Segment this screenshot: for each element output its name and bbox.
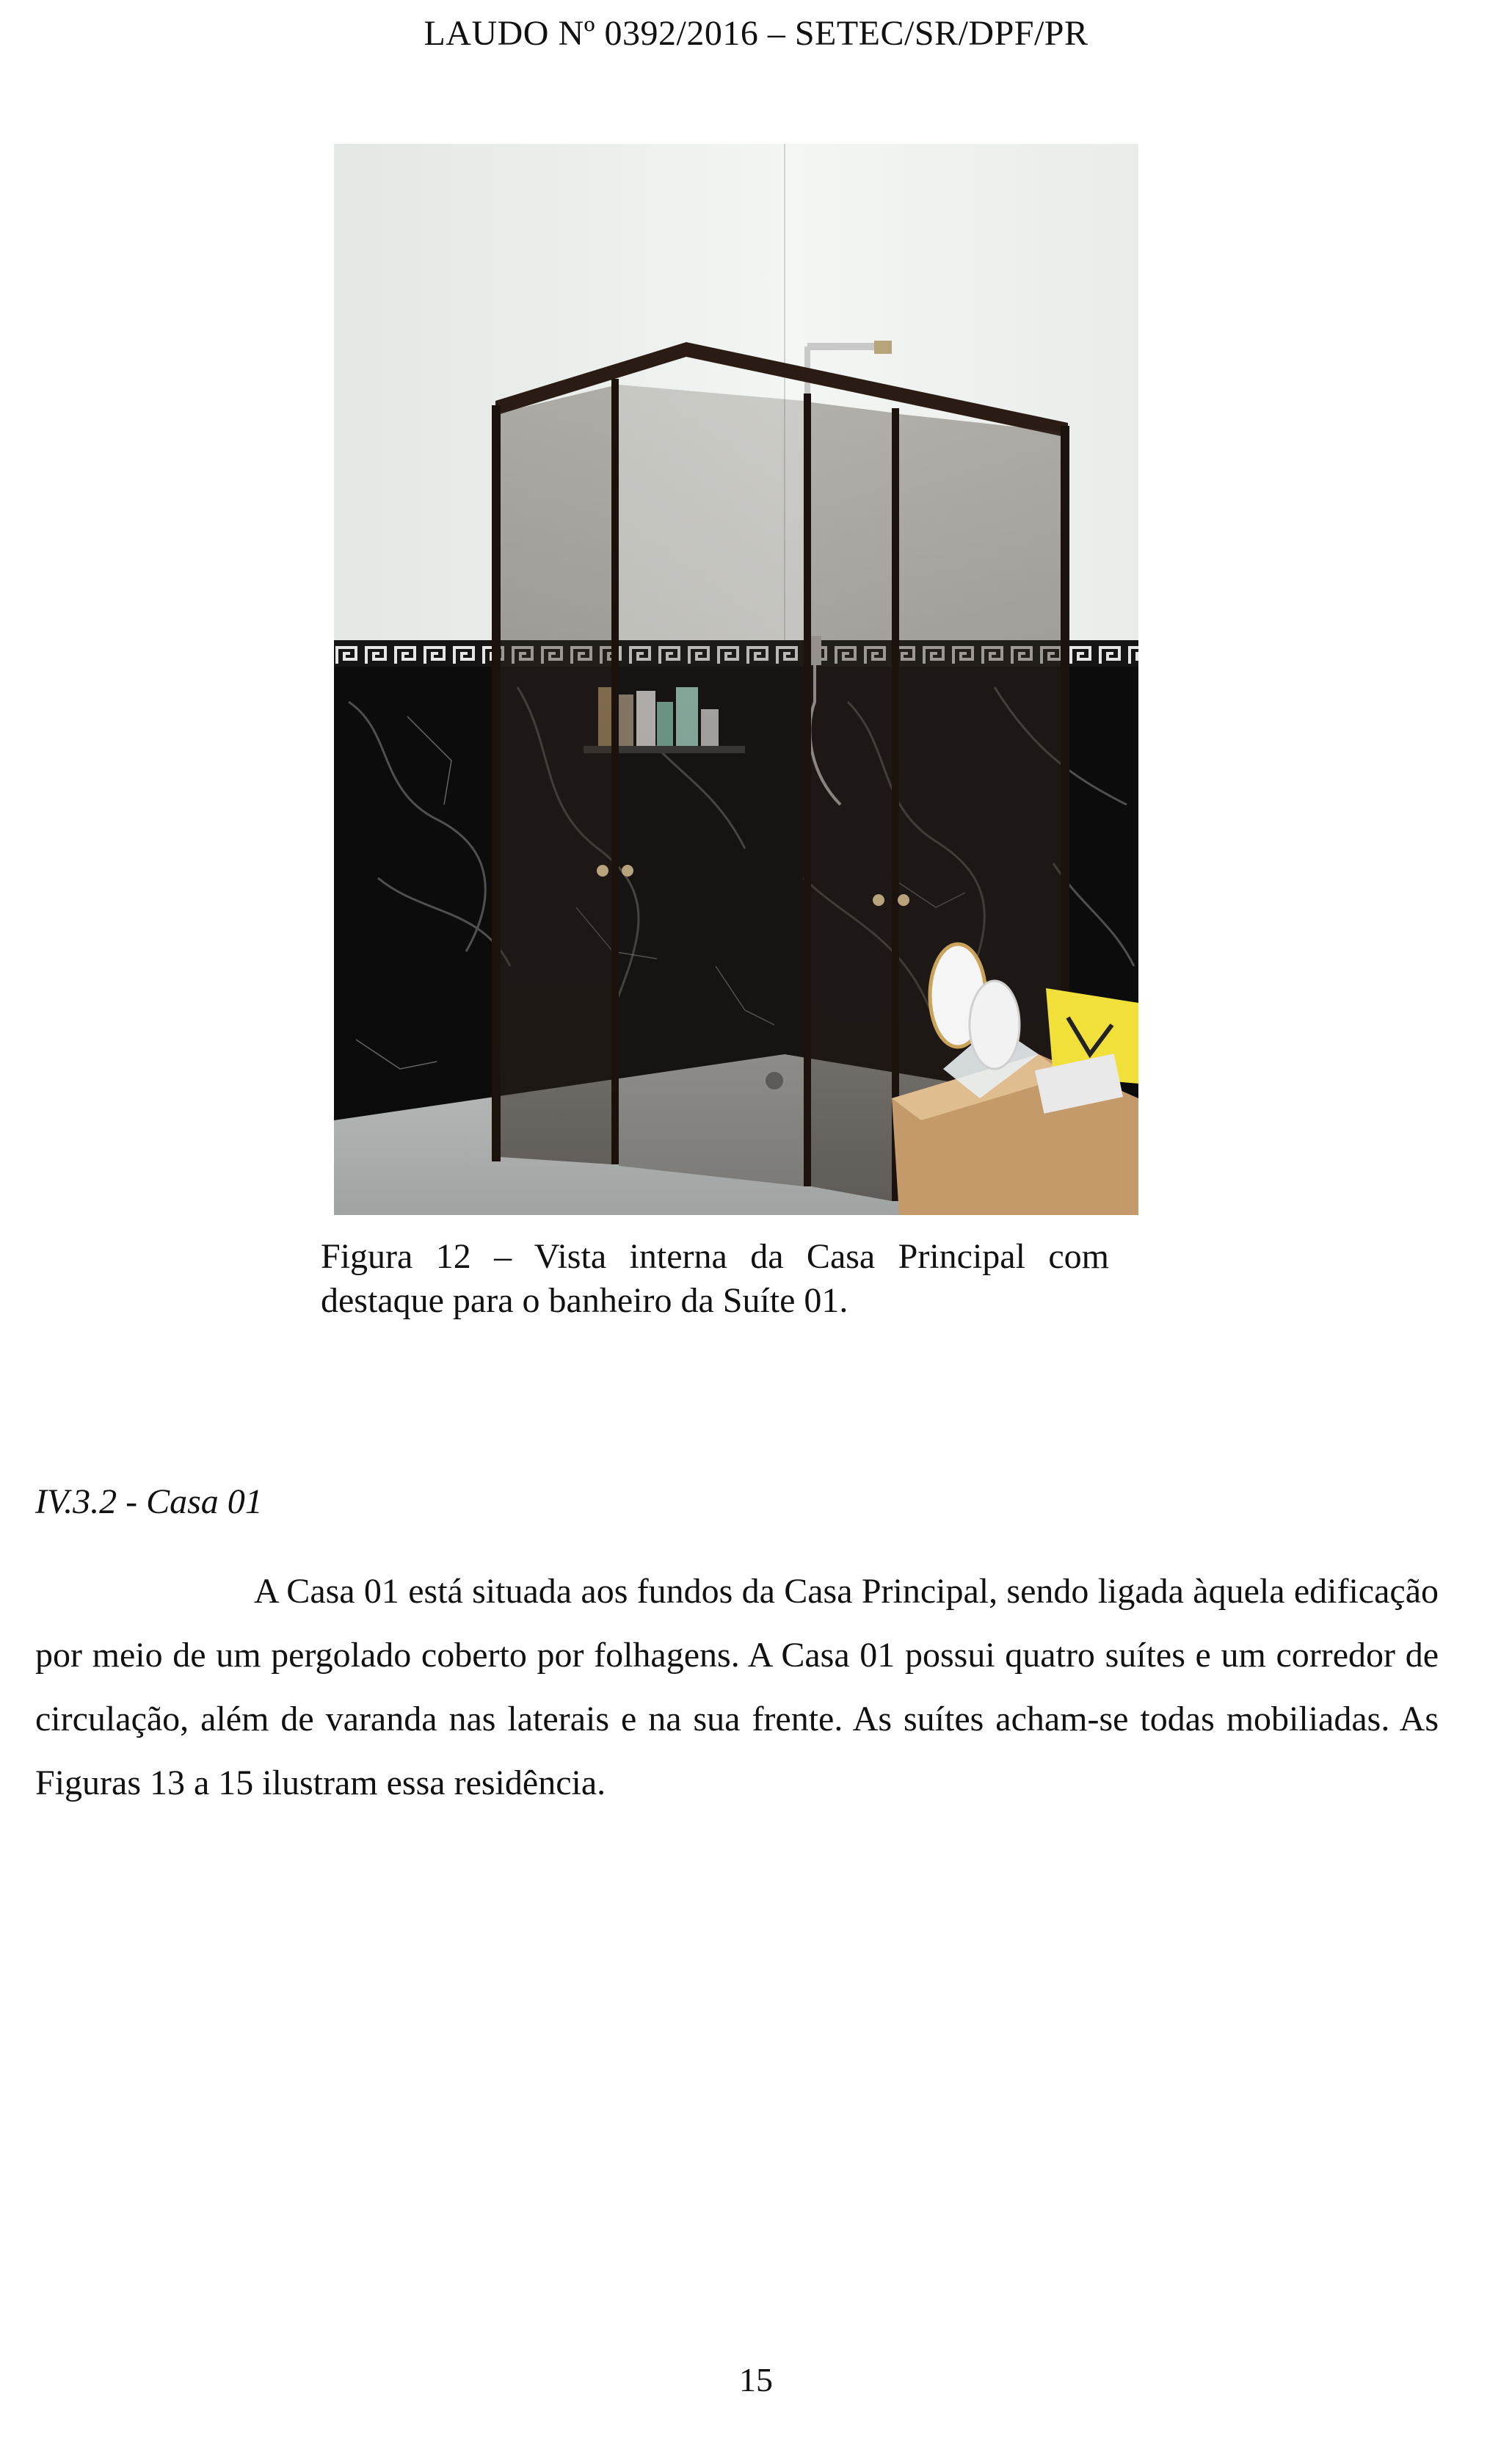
figure-caption: Figura 12 – Vista interna da Casa Principal com destaque para o banheiro da Suíte 01. xyxy=(321,1237,1109,1320)
section-heading: IV.3.2 - Casa 01 xyxy=(35,1482,263,1521)
page-number: 15 xyxy=(739,2361,773,2398)
bathroom-photo xyxy=(334,144,1138,1215)
section-paragraph: A Casa 01 está situada aos fundos da Casa Principal, sendo ligada àquela edificação por meio de um pergolado coberto por folhagens. A Casa 01 possui quatro suítes e um corredor de circulação, além de varanda nas laterais e na sua frente. As suítes acham-se todas mobiliadas. As Figuras 13 a 15 ilustram essa residência. xyxy=(35,1572,1439,1802)
page-header: LAUDO Nº 0392/2016 – SETEC/SR/DPF/PR xyxy=(424,14,1088,53)
